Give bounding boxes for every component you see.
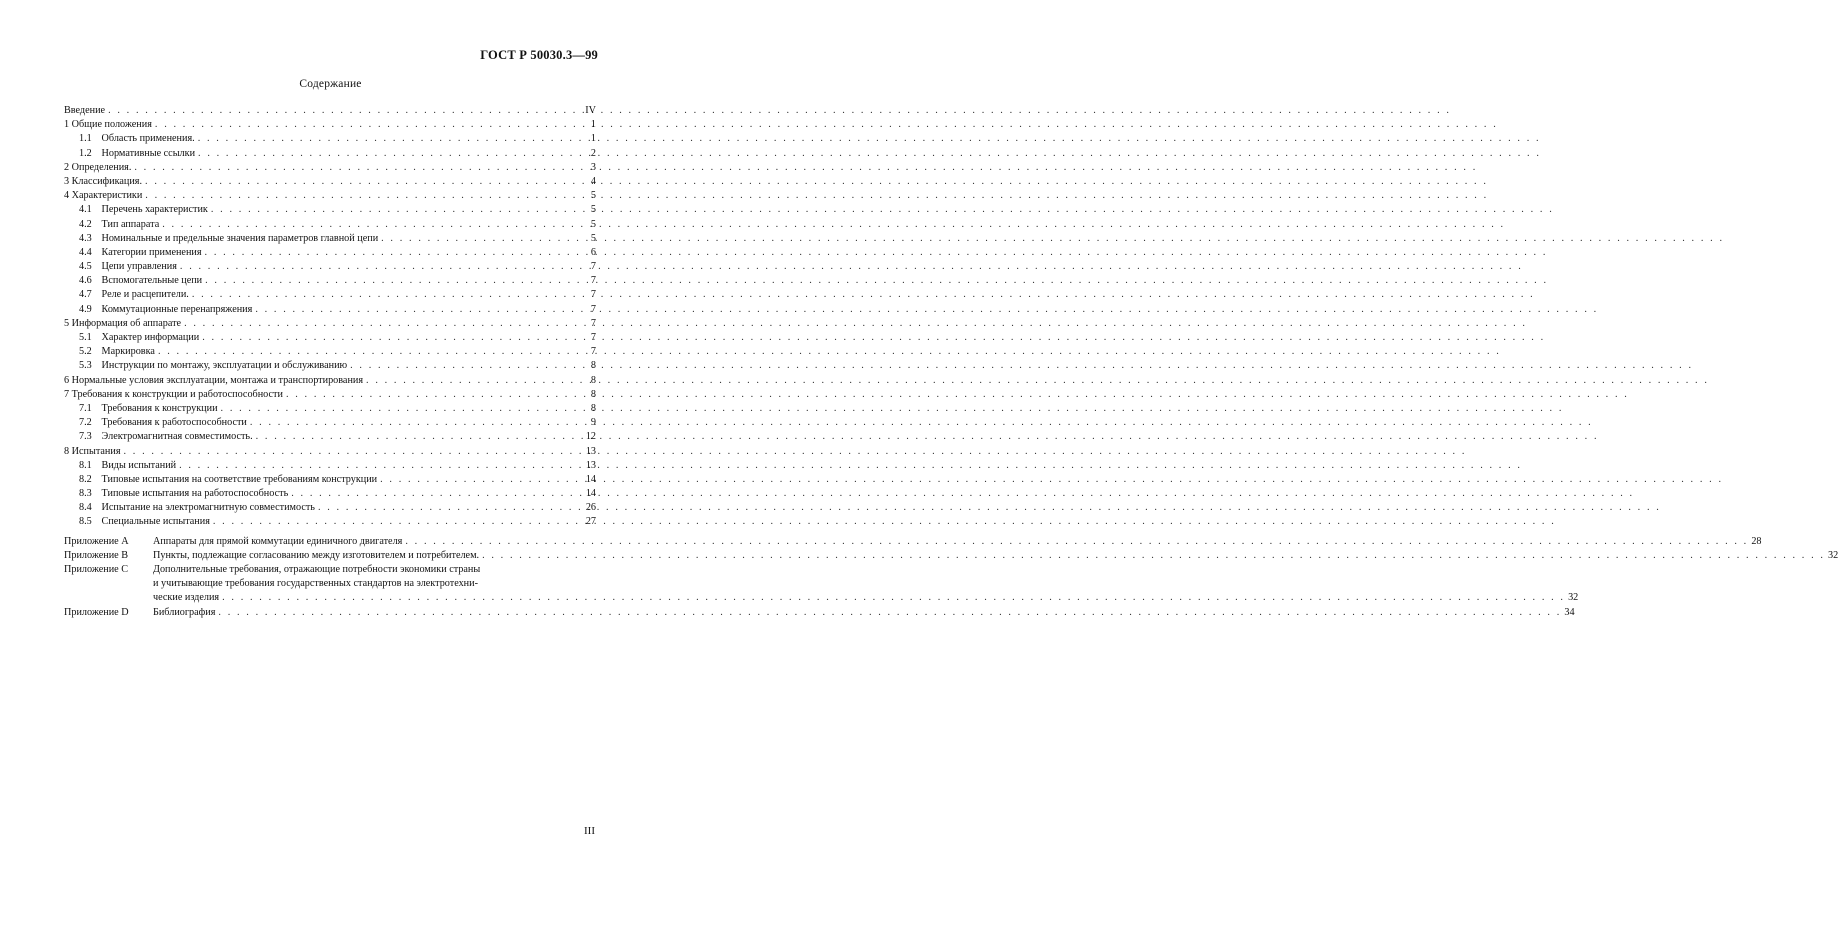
appendix-page: 34: [1564, 606, 1575, 618]
toc-entry-number: 3: [64, 175, 70, 187]
toc-entry-title: Перечень характеристик: [101, 204, 208, 216]
toc-entry-title: Нормативные ссылки: [101, 147, 196, 159]
toc-entry-number: 4: [64, 190, 70, 202]
appendix-label: Приложение C: [64, 564, 129, 576]
toc-entry-title: Общие положения: [71, 119, 152, 131]
appendix-page: 28: [1751, 535, 1762, 547]
dot-leader: [198, 147, 588, 161]
appendix-title-line: Аппараты для прямой коммутации единичного двигателя: [153, 535, 403, 547]
dot-leader: [145, 189, 588, 203]
toc-entry-text: [64, 175, 142, 189]
toc-entry[interactable]: [64, 132, 596, 146]
toc-entry-page: 14: [585, 488, 596, 500]
dot-leader: [380, 473, 583, 487]
appendix-page: 32: [1568, 592, 1579, 604]
toc-appendix[interactable]: [64, 606, 1575, 620]
toc-title: Содержание: [299, 78, 362, 90]
toc-entry-title: Испытания: [71, 445, 121, 457]
dot-leader: [179, 459, 583, 473]
dot-leader: [198, 132, 588, 146]
toc-entry-text: [64, 218, 159, 232]
toc-entry-number: 6: [64, 374, 70, 386]
toc-entry[interactable]: [64, 487, 596, 501]
toc-entry-title: Коммутационные перенапряжения: [101, 303, 253, 315]
dot-leader: [211, 203, 588, 217]
toc-entry-page: 8: [590, 374, 596, 386]
toc-entry[interactable]: [64, 374, 596, 388]
toc-entry-text: [64, 246, 202, 260]
toc-entry[interactable]: [64, 303, 596, 317]
toc-entry-number: 8.3: [79, 488, 92, 500]
toc-entry-page: 3: [590, 161, 596, 173]
toc-entry-number: 4.4: [79, 246, 92, 258]
toc-entry[interactable]: [64, 260, 596, 274]
toc-entry-page: 7: [590, 289, 596, 301]
toc-entry[interactable]: [64, 246, 596, 260]
page-number: III: [584, 825, 595, 837]
toc-entry-page: 5: [590, 218, 596, 230]
toc-entry-title: Инструкции по монтажу, эксплуатации и обслуживанию: [101, 360, 348, 372]
appendix-title-line: и учитывающие требования государственных стандартов на электротехни-: [153, 578, 478, 590]
toc-entry[interactable]: [64, 388, 596, 402]
toc-entry-number: 7: [64, 388, 70, 400]
dot-leader: [482, 549, 1825, 563]
toc-entry-number: 1.2: [79, 147, 92, 159]
toc-entry-number: 1.1: [79, 133, 92, 145]
toc-entries: [64, 104, 596, 530]
toc-entry-page: IV: [585, 105, 596, 116]
toc-entry-page: 1: [590, 119, 596, 131]
toc-entry[interactable]: [64, 317, 596, 331]
toc-entry-number: 4.6: [79, 275, 92, 287]
toc-entry-text: [64, 402, 218, 416]
toc-entry[interactable]: [64, 203, 596, 217]
toc-entry[interactable]: [64, 515, 596, 529]
dot-leader: [184, 317, 588, 331]
toc-entry[interactable]: [64, 218, 596, 232]
toc-entry-number: 4.7: [79, 289, 92, 301]
toc-entry-text: [64, 303, 252, 317]
toc-entry-text: [64, 260, 177, 274]
toc-entry-title: Нормальные условия эксплуатации, монтажа и транспортирования: [71, 374, 364, 386]
toc-entry-page: 8: [590, 360, 596, 372]
dot-leader: [405, 535, 1748, 549]
toc-entry-title: Реле и расцепители.: [101, 289, 189, 301]
toc-entry[interactable]: [64, 232, 596, 246]
toc-entry[interactable]: [64, 430, 596, 444]
appendix-label: Приложение D: [64, 606, 129, 618]
toc-appendix[interactable]: [64, 549, 1838, 563]
toc-entry-text: [64, 147, 195, 161]
toc-entry-text: [64, 515, 210, 529]
toc-entry-title: Характеристики: [71, 190, 143, 202]
toc-entry-text: [64, 345, 155, 359]
toc-entry-title: Номинальные и предельные значения параметров главной цепи: [101, 232, 379, 244]
dot-leader: [108, 104, 582, 118]
toc-entry-title: Категории применения: [101, 246, 202, 258]
appendix-page: 32: [1828, 549, 1838, 561]
appendix-label: Приложение A: [64, 535, 129, 547]
toc-entry-page: 9: [590, 417, 596, 429]
toc-entry-page: 14: [585, 473, 596, 485]
toc-entry-text: [64, 203, 208, 217]
toc-entry-number: 5.3: [79, 360, 92, 372]
dot-leader: [256, 430, 583, 444]
toc-entry-page: 5: [590, 232, 596, 244]
toc-entry[interactable]: [64, 274, 596, 288]
toc-entry-text: [64, 288, 189, 302]
toc-entry[interactable]: [64, 345, 596, 359]
toc-entry-text: [64, 274, 202, 288]
dot-leader: [158, 345, 588, 359]
toc-appendices: [64, 535, 1838, 620]
toc-entry-text: [64, 161, 131, 175]
dot-leader: [124, 445, 583, 459]
toc-entry-text: [64, 487, 288, 501]
toc-entry-number: 5.1: [79, 332, 92, 343]
toc-entry-text: [64, 416, 247, 430]
toc-entry-text: [64, 189, 142, 203]
toc-entry-text: [64, 104, 105, 118]
appendix-title-line: Дополнительные требования, отражающие потребности экономики страны: [153, 564, 481, 576]
dot-leader: [134, 161, 588, 175]
dot-leader: [213, 515, 583, 529]
toc-entry-number: 5.2: [79, 346, 92, 358]
toc-entry-number: 8: [64, 445, 70, 457]
toc-entry[interactable]: [64, 104, 596, 118]
toc-entry[interactable]: [64, 118, 596, 132]
toc-entry-title: Характер информации: [101, 332, 200, 343]
toc-entry-text: [64, 317, 181, 331]
toc-entry-number: 7.2: [79, 417, 92, 429]
toc-entry-text: [64, 132, 195, 146]
toc-entry-number: 4.5: [79, 261, 92, 273]
toc-entry-page: 7: [590, 346, 596, 358]
toc-entry-title: Типовые испытания на соответствие требованиям конструкции: [101, 473, 378, 485]
dot-leader: [286, 388, 588, 402]
toc-entry-page: 27: [585, 516, 596, 528]
toc-entry[interactable]: [64, 473, 596, 487]
dot-leader: [222, 591, 1565, 605]
toc-entry[interactable]: [64, 161, 596, 175]
toc-entry-page: 5: [590, 190, 596, 202]
toc-entry[interactable]: [64, 331, 596, 345]
toc-entry-number: 1: [64, 119, 70, 131]
toc-entry-title: Тип аппарата: [101, 218, 160, 230]
toc-entry-text: [64, 430, 253, 444]
toc-entry-page: 7: [590, 317, 596, 329]
table-of-contents: [64, 104, 1838, 620]
dot-leader: [250, 416, 588, 430]
toc-appendix[interactable]: [64, 563, 1579, 606]
toc-entry-text: [64, 359, 347, 373]
toc-entry-text: [64, 374, 363, 388]
dot-leader: [192, 288, 588, 302]
toc-entry-number: 4.3: [79, 232, 92, 244]
toc-entry-title: Введение: [64, 105, 106, 116]
toc-entry-page: 12: [585, 431, 596, 443]
toc-entry-text: [64, 445, 121, 459]
toc-entry-page: 1: [590, 133, 596, 145]
toc-entry-text: [64, 331, 199, 345]
dot-leader: [202, 331, 588, 345]
toc-entry-page: 7: [590, 261, 596, 273]
toc-entry-page: 13: [585, 445, 596, 457]
dot-leader: [255, 303, 588, 317]
toc-entry-page: 7: [590, 275, 596, 287]
toc-entry-page: 8: [590, 388, 596, 400]
appendix-title-line: Пункты, подлежащие согласованию между изготовителем и потребителем.: [153, 549, 480, 561]
dot-leader: [218, 606, 1561, 620]
toc-entry-number: 8.5: [79, 516, 92, 528]
toc-entry-number: 2: [64, 161, 70, 173]
toc-entry-number: 8.4: [79, 502, 92, 514]
toc-appendix[interactable]: [64, 535, 1762, 549]
toc-entry-title: Цепи управления: [101, 261, 177, 273]
toc-entry[interactable]: [64, 175, 596, 189]
dot-leader: [145, 175, 588, 189]
toc-entry-page: 2: [590, 147, 596, 159]
toc-entry[interactable]: [64, 501, 596, 515]
toc-entry[interactable]: [64, 459, 596, 473]
toc-entry-title: Требования к конструкции: [101, 402, 218, 414]
toc-entry-title: Специальные испытания: [101, 516, 210, 528]
toc-entry-page: 7: [590, 303, 596, 315]
dot-leader: [318, 501, 583, 515]
toc-entry-title: Испытание на электромагнитную совместимость: [101, 502, 315, 514]
toc-entry-text: [64, 473, 377, 487]
toc-entry-page: 4: [590, 175, 596, 187]
toc-entry-text: [64, 118, 152, 132]
toc-entry-number: 8.2: [79, 473, 92, 485]
toc-entry[interactable]: [64, 445, 596, 459]
toc-entry-number: 7.1: [79, 402, 92, 414]
toc-entry-title: Определения.: [71, 161, 132, 173]
toc-entry[interactable]: [64, 359, 596, 373]
toc-entry-page: 13: [585, 459, 596, 471]
toc-entry-page: 6: [590, 246, 596, 258]
toc-entry-text: [64, 388, 283, 402]
toc-entry-number: 7.3: [79, 431, 92, 443]
dot-leader: [162, 218, 588, 232]
dot-leader: [221, 402, 588, 416]
dot-leader: [205, 274, 588, 288]
toc-entry-title: Вспомогательные цепи: [101, 275, 203, 287]
appendix-title-line: Библиография: [153, 606, 216, 618]
dot-leader: [350, 359, 588, 373]
toc-entry-title: Электромагнитная совместимость.: [101, 431, 253, 443]
toc-entry-page: 7: [590, 332, 596, 343]
toc-entry-number: 4.1: [79, 204, 92, 216]
document-header: ГОСТ Р 50030.3—99: [480, 48, 598, 62]
toc-entry[interactable]: [64, 402, 596, 416]
dot-leader: [205, 246, 588, 260]
toc-entry-title: Маркировка: [101, 346, 155, 358]
toc-entry-text: [64, 501, 315, 515]
toc-entry-text: [64, 232, 378, 246]
toc-entry-page: 8: [590, 402, 596, 414]
dot-leader: [155, 118, 588, 132]
toc-entry-number: 5: [64, 317, 70, 329]
toc-entry[interactable]: [64, 189, 596, 203]
dot-leader: [291, 487, 583, 501]
dot-leader: [366, 374, 588, 388]
toc-entry-number: 4.2: [79, 218, 92, 230]
toc-entry-title: Требования к работоспособности: [101, 417, 247, 429]
toc-entry-title: Виды испытаний: [101, 459, 177, 471]
toc-entry-page: 26: [585, 502, 596, 514]
toc-entry-number: 8.1: [79, 459, 92, 471]
appendix-label: Приложение B: [64, 549, 129, 561]
toc-entry[interactable]: [64, 147, 596, 161]
toc-entry-title: Требования к конструкции и работоспособности: [71, 388, 283, 400]
toc-entry-text: [64, 459, 176, 473]
dot-leader: [381, 232, 588, 246]
toc-entry-title: Типовые испытания на работоспособность: [101, 488, 289, 500]
toc-entry-title: Область применения.: [101, 133, 195, 145]
dot-leader: [180, 260, 588, 274]
toc-entry-page: 5: [590, 204, 596, 216]
toc-entry-title: Информация об аппарате: [71, 317, 182, 329]
toc-entry[interactable]: [64, 416, 596, 430]
toc-entry[interactable]: [64, 288, 596, 302]
appendix-title-line: ческие изделия: [153, 592, 220, 604]
toc-entry-number: 4.9: [79, 303, 92, 315]
toc-entry-title: Классификация.: [71, 175, 143, 187]
